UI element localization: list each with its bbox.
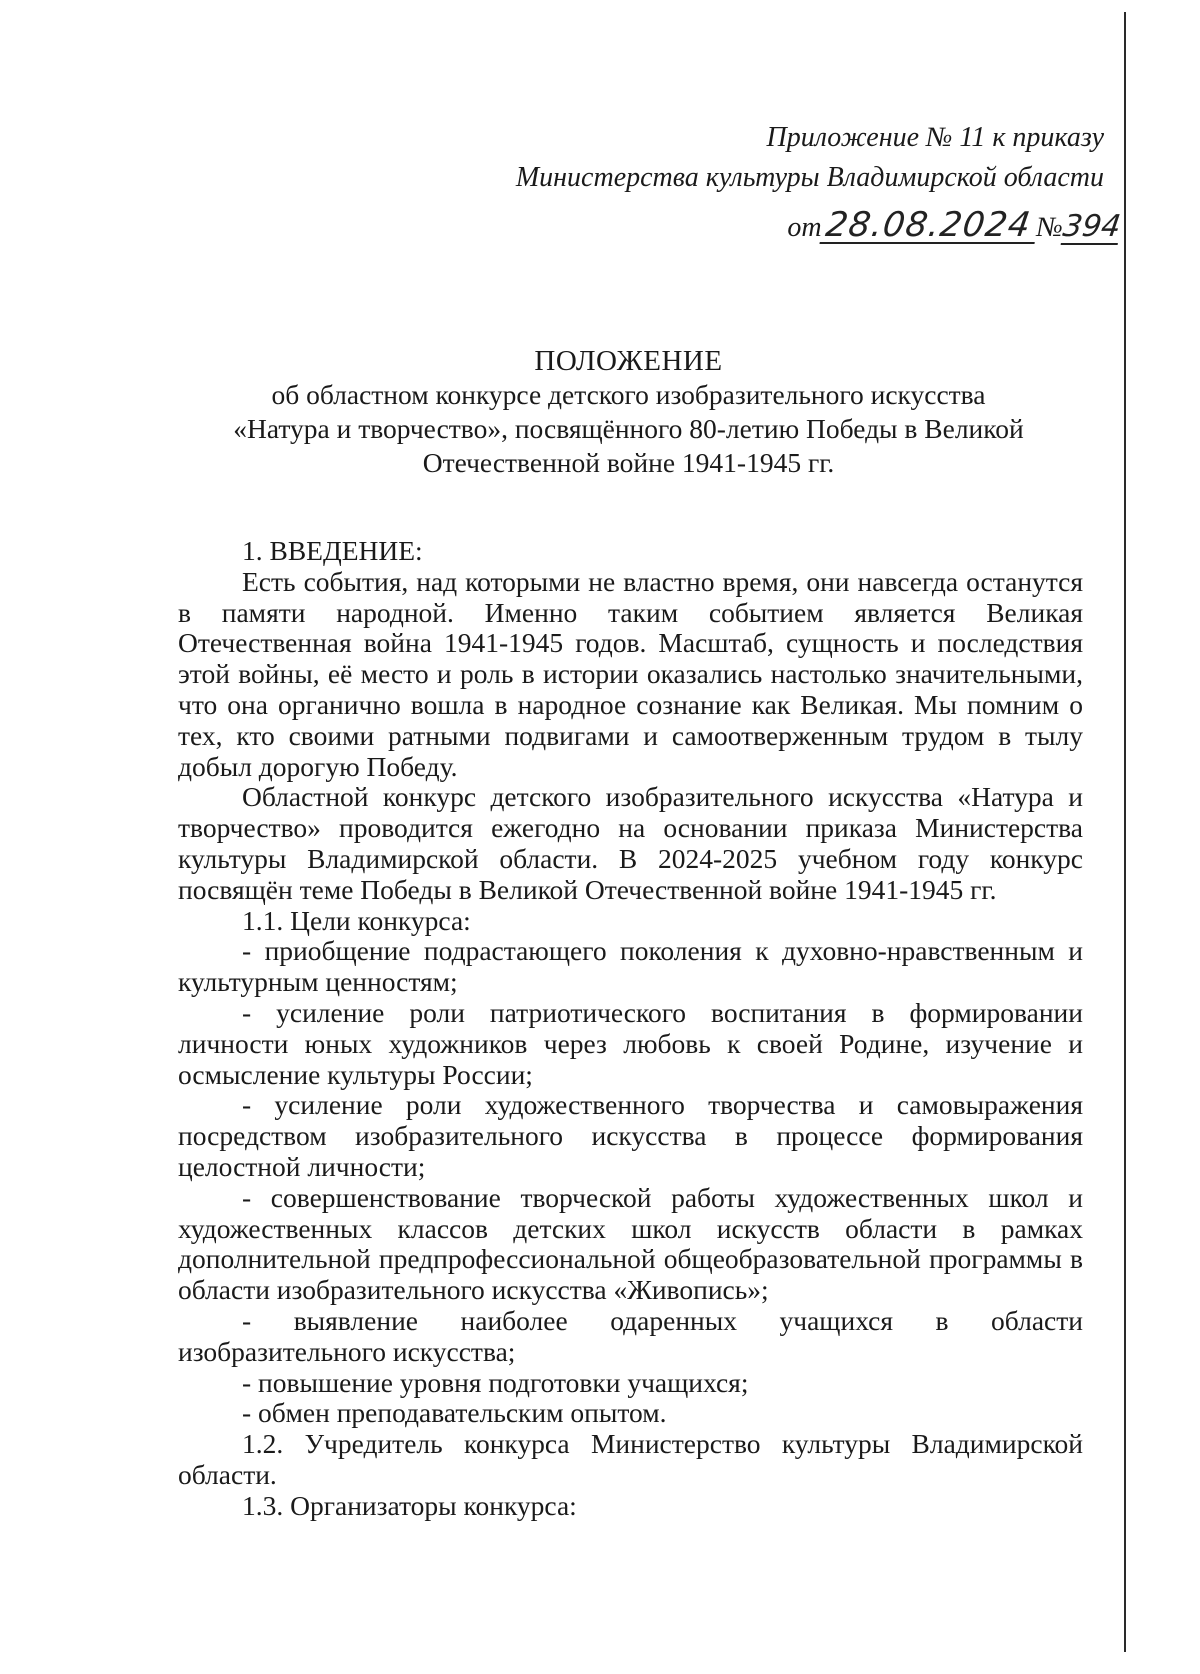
order-reference	[787, 205, 1123, 248]
goal-item: - совершенствование творческой работы художественных школ и художественных классов детских школ искусств области в рамках дополнительной предпрофессиональной общеобразовательной программы в области изобразительного искусства «Живопись»;	[178, 1181, 1083, 1306]
ministry-line: Министерства культуры Владимирской области	[515, 162, 1104, 193]
document-body	[178, 536, 1083, 1522]
paragraph: Областной конкурс детского изобразительного искусства «Натура и творчество» проводится ежегодно на основании приказа Министерства культуры Владимирской области. В 2024-2025 учебном году конкурс посвящён теме Победы в Великой Отечественной войне 1941-1945 гг.	[178, 781, 1083, 905]
goal-item: - повышение уровня подготовки учащихся;	[242, 1366, 749, 1398]
order-prefix: от	[787, 212, 822, 243]
goal-item: - приобщение подрастающего поколения к духовно-нравственным и культурным ценностям;	[178, 935, 1083, 998]
order-number-prefix: №	[1036, 212, 1063, 243]
order-number-handwritten: 394	[1060, 209, 1123, 244]
title-line-3: Отечественной войне 1941-1945 гг.	[422, 447, 835, 478]
section-heading: 1. ВВЕДЕНИЕ:	[242, 535, 423, 566]
appendix-line: Приложение № 11 к приказу	[766, 122, 1104, 153]
title-main: ПОЛОЖЕНИЕ	[534, 345, 723, 377]
founder-clause: 1.2. Учредитель конкурса Министерство культуры Владимирской области.	[178, 1428, 1083, 1490]
page-edge-line	[1124, 12, 1126, 1652]
paragraph: Есть события, над которыми не властно время, они навсегда останутся в памяти народной. Именно таким событием является Великая Отечественная война 1941-1945 годов. Масштаб, сущность и последствия этой войны, её место и роль в истории оказались настолько значительными, что она органично вошла в народное сознание как Великая. Мы помним о тех, кто своими ратными подвигами и самоотверженным трудом в тылу добыл дорогую Победу.	[178, 565, 1083, 782]
goal-item: - усиление роли патриотического воспитания в формировании личности юных художников через любовь к своей Родине, изучение и осмысление культуры России;	[178, 996, 1083, 1090]
goal-item: - усиление роли художественного творчества и самовыражения посредством изобразительного искусства в процессе формирования целостной личности;	[178, 1089, 1083, 1182]
subsection-heading: 1.1. Цели конкурса:	[242, 904, 471, 936]
subsection-heading: 1.3. Организаторы конкурса:	[242, 1489, 577, 1521]
document-title	[176, 344, 1081, 480]
title-line-2: «Натура и творчество», посвящённого 80-летию Победы в Великой	[233, 413, 1024, 444]
goal-item: - выявление наиболее одаренных учащихся в области изобразительного искусства;	[178, 1304, 1083, 1367]
order-date-handwritten: 28.08.2024	[819, 208, 1039, 244]
appendix-header	[404, 118, 1104, 198]
title-line-1: об областном конкурсе детского изобразительного искусства	[271, 379, 986, 410]
goal-item: - обмен преподавательским опытом.	[242, 1397, 667, 1429]
